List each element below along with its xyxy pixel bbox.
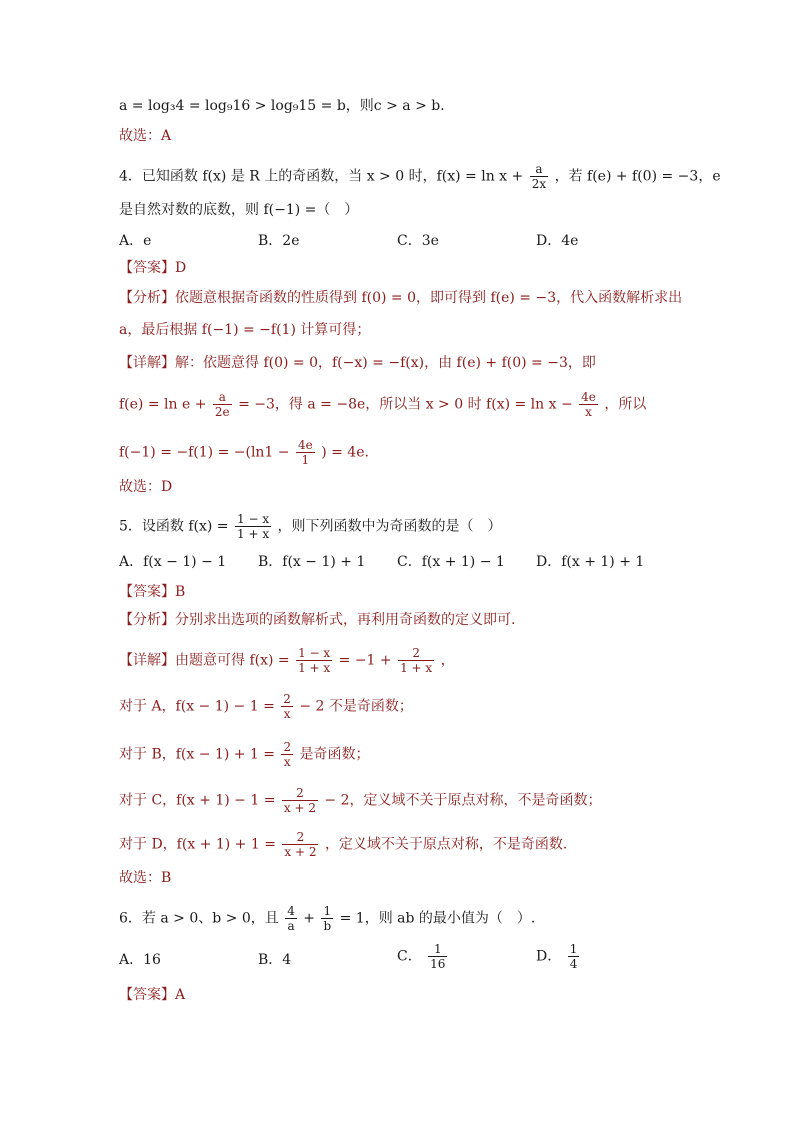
option-b: B．f(x − 1) + 1	[258, 554, 366, 570]
answer-line: 【答案】D	[119, 260, 187, 276]
fraction: $\frac{2}{x}$	[283, 740, 292, 769]
solution-line: a = log₃4 = log₉16 > log₉15 = b，则c > a > b．	[119, 98, 455, 114]
detail-equation-2: f(−1) = −f(1) = −(ln1 − $\frac{4e}{1}$ ) = 4e.	[119, 438, 369, 467]
detail-line: 【详解】解：依题意得 f(0) = 0，f(−x) = −f(x)，由 f(e) + f(0) = −3，即	[119, 355, 596, 371]
fraction: $\frac{2}{x}$	[283, 692, 291, 721]
option-c: C．3e	[397, 233, 439, 249]
option-a: A．f(x − 1) − 1	[119, 554, 227, 570]
fraction: $\frac{1}{16}$	[430, 942, 446, 971]
choice-line: 故选：D	[119, 479, 173, 495]
detail-equation: f(e) = ln e + $\frac{a}{2e}$ = −3，得 a = −8e，所以当 x > 0 时 f(x) = ln x − $\frac{4e}{x}$ ，所以	[119, 390, 647, 419]
option-c: C． $\frac{1}{16}$	[397, 942, 446, 971]
fraction: $\frac{a}{2e}$	[214, 390, 230, 419]
case-c-line: 对于 C，f(x + 1) − 1 = $\frac{2}{x + 2}$ − 2，定义域不关于原点对称，不是奇函数；	[119, 786, 602, 815]
option-b: B．4	[258, 952, 292, 968]
fraction: $\frac{4e}{x}$	[581, 390, 596, 419]
case-d-line: 对于 D，f(x + 1) + 1 = $\frac{2}{x + 2}$ ，定义域不关于原点对称，不是奇函数.	[119, 830, 568, 859]
option-a: A．e	[119, 233, 152, 249]
fraction: $\frac{4e}{1}$	[297, 438, 313, 467]
fraction: $\frac{1 - x}{1 + x}$	[237, 512, 270, 541]
fraction: $\frac{1}{4}$	[569, 942, 578, 971]
question-4-stem: 4．已知函数 f(x) 是 R 上的奇函数，当 x > 0 时，f(x) = ln x + $\frac{a}{2x}$ ，若 f(e) + f(0) = −3，e	[119, 162, 721, 191]
fraction: $\frac{a}{2x}$	[531, 162, 547, 191]
option-d: D．4e	[536, 233, 579, 249]
question-5-stem: 5．设函数 f(x) = $\frac{1 - x}{1 + x}$ ，则下列函数中为奇函数的是（ ）	[119, 512, 502, 541]
option-b: B．2e	[258, 233, 300, 249]
analysis-line: 【分析】依题意根据奇函数的性质得到 f(0) = 0，即可得到 f(e) = −3，代入函数解析求出	[119, 290, 683, 306]
answer-line: 【答案】A	[119, 987, 186, 1003]
fraction: $\frac{1}{b}$	[323, 904, 332, 933]
case-a-line: 对于 A，f(x − 1) − 1 = $\frac{2}{x}$ − 2 不是奇函数；	[119, 692, 413, 721]
question-6-stem: 6．若 a > 0、b > 0，且 $\frac{4}{a}$ + $\frac{1}{b}$ = 1，则 ab 的最小值为（ ）.	[119, 904, 536, 933]
fraction: $\frac{4}{a}$	[287, 904, 295, 933]
choice-line: 故选：A	[119, 128, 172, 144]
analysis-line-cont: a，最后根据 f(−1) = −f(1) 计算可得；	[119, 322, 371, 338]
option-d: D． $\frac{1}{4}$	[536, 942, 578, 971]
fraction: $\frac{2}{1 + x}$	[400, 646, 433, 675]
fraction: $\frac{2}{x + 2}$	[284, 830, 317, 859]
answer-line: 【答案】B	[119, 584, 186, 600]
choice-line: 故选：B	[119, 870, 172, 886]
option-d: D．f(x + 1) + 1	[536, 554, 645, 570]
fraction: $\frac{2}{x + 2}$	[283, 786, 316, 815]
option-c: C．f(x + 1) − 1	[397, 554, 505, 570]
question-4-stem-cont: 是自然对数的底数，则 f(−1) =（ ）	[119, 202, 359, 218]
case-b-line: 对于 B，f(x − 1) + 1 = $\frac{2}{x}$ 是奇函数；	[119, 740, 370, 769]
fraction: $\frac{1 - x}{1 + x}$	[298, 646, 331, 675]
analysis-line: 【分析】分别求出选项的函数解析式，再利用奇函数的定义即可.	[119, 612, 516, 628]
detail-line: 【详解】由题意可得 f(x) = $\frac{1 - x}{1 + x}$ = −1 + $\frac{2}{1 + x}$ ，	[119, 646, 455, 675]
option-a: A．16	[119, 952, 161, 968]
